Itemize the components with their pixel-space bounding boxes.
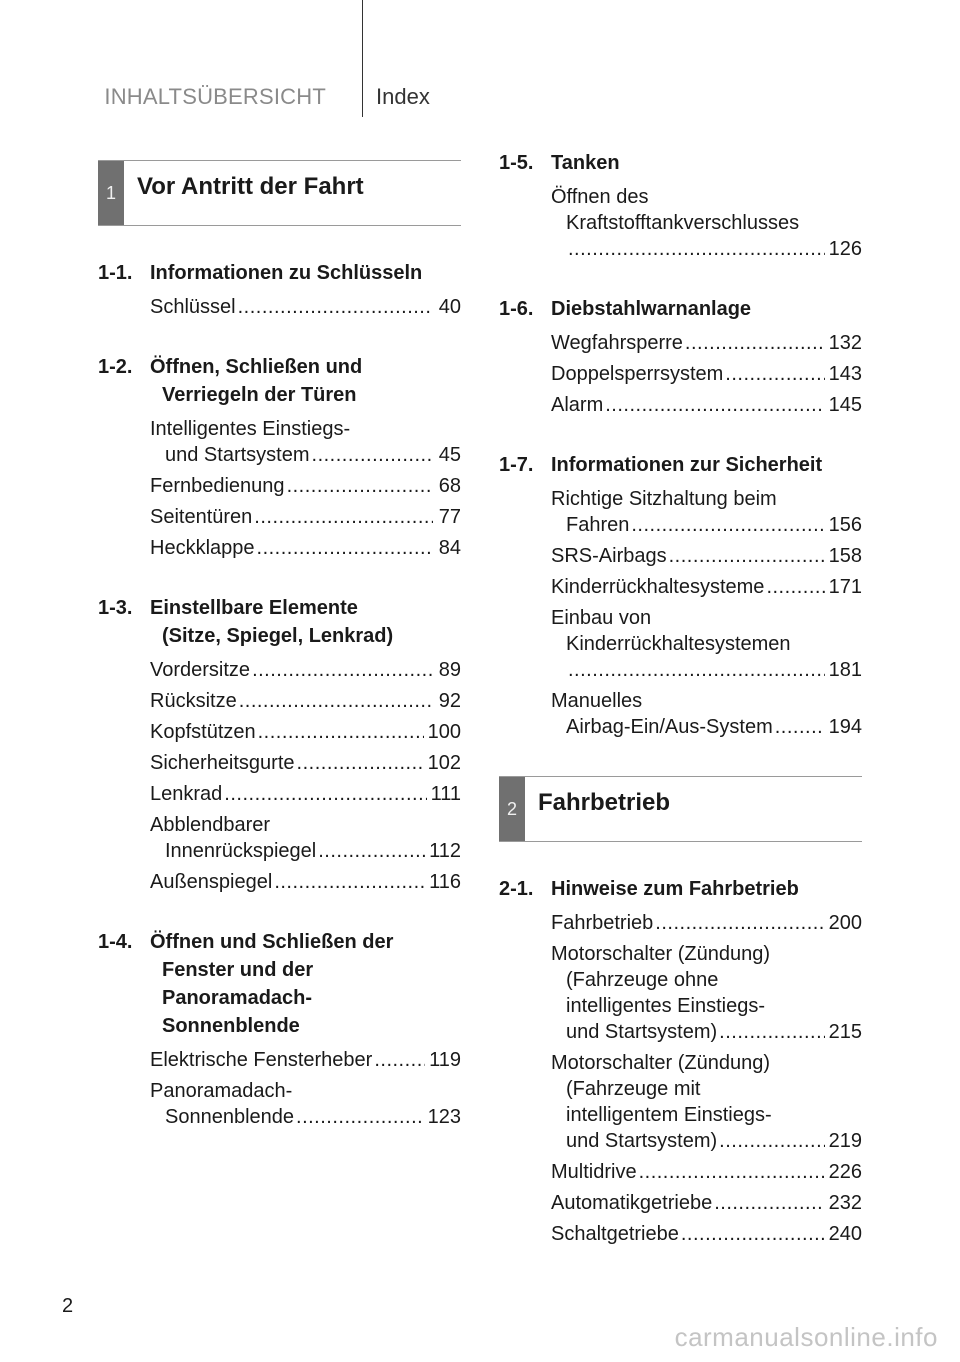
entry-text: intelligentes Einstiegs- (566, 995, 765, 1017)
section-title: Diebstahlwarnanlage (551, 298, 752, 320)
entry-page: 112 (429, 840, 461, 862)
toc-left-column (98, 160, 461, 1135)
section-title: Hinweise zum Fahrbetrieb (551, 878, 799, 900)
entry-text: Vordersitze (150, 659, 251, 681)
entry-page: 171 (828, 576, 862, 598)
section-title: (Sitze, Spiegel, Lenkrad) (162, 625, 394, 647)
entry-page: 194 (828, 716, 862, 738)
section-title: Informationen zur Sicherheit (551, 454, 823, 476)
chapter-2-heading (499, 776, 862, 842)
entry-text: Fahrbetrieb (551, 912, 654, 934)
chapter-number-tab: 1 (98, 161, 124, 225)
chapter-title: Vor Antritt der Fahrt (137, 173, 364, 200)
toc-entry[interactable] (551, 1159, 862, 1185)
entry-page: 89 (438, 659, 461, 681)
entry-text: Airbag-Ein/Aus-System (566, 716, 773, 738)
toc-entry[interactable] (551, 1050, 862, 1154)
toc-entry[interactable] (551, 605, 862, 683)
entry-page: 77 (438, 506, 461, 528)
toc-entry[interactable] (150, 781, 461, 807)
section-number: 1-6. (499, 298, 534, 320)
entry-text: Seitentüren (150, 506, 253, 528)
section-number: 1-3. (98, 597, 133, 619)
toc-right-column (499, 150, 862, 1252)
section-1-1 (98, 260, 461, 320)
section-title: Öffnen, Schließen und (150, 356, 363, 378)
entry-page: 102 (427, 752, 461, 774)
toc-entry[interactable] (150, 719, 461, 745)
section-1-2 (98, 354, 461, 561)
entry-text: Motorschalter (Zündung) (551, 1052, 770, 1074)
entry-page: 215 (828, 1021, 862, 1043)
entry-page: 219 (828, 1130, 862, 1152)
section-1-3 (98, 595, 461, 895)
entry-text: Fernbedienung (150, 475, 285, 497)
entry-text: Alarm (551, 394, 604, 416)
section-number: 1-2. (98, 356, 133, 378)
toc-entry[interactable] (150, 416, 461, 468)
entry-text: (Fahrzeuge ohne (566, 969, 719, 991)
entry-page: 92 (438, 690, 461, 712)
entry-page: 181 (828, 659, 862, 681)
entry-text: Sonnenblende (165, 1106, 295, 1128)
entry-text: Abblendbarer (150, 814, 271, 836)
entry-text: Öffnen des (551, 186, 649, 208)
entry-text: Innenrückspiegel (165, 840, 317, 862)
entry-text: Multidrive (551, 1161, 637, 1183)
entry-text: und Startsystem (165, 444, 310, 466)
entry-page: 232 (828, 1192, 862, 1214)
entry-page: 240 (828, 1223, 862, 1245)
section-2-1 (499, 876, 862, 1247)
section-1-6 (499, 296, 862, 418)
section-title: Panoramadach- (162, 987, 313, 1009)
section-1-4 (98, 929, 461, 1130)
toc-entry[interactable] (150, 869, 461, 895)
section-1-5 (499, 150, 862, 262)
entry-text: Kinderrückhaltesystemen (566, 633, 791, 655)
toc-entry[interactable] (150, 1078, 461, 1130)
entry-text: Rücksitze (150, 690, 237, 712)
entry-text: Doppelsperrsystem (551, 363, 724, 385)
toc-entry[interactable] (551, 486, 862, 538)
toc-header-link[interactable]: INHALTSÜBERSICHT (104, 84, 326, 109)
section-number: 1-7. (499, 454, 534, 476)
entry-text: Einbau von (551, 607, 652, 629)
entry-page: 158 (828, 545, 862, 567)
toc-entry[interactable] (551, 330, 862, 356)
section-title: Verriegeln der Türen (162, 384, 357, 406)
section-number: 2-1. (499, 878, 534, 900)
entry-text: und Startsystem) (566, 1021, 718, 1043)
entry-page: 132 (828, 332, 862, 354)
toc-entry[interactable] (150, 535, 461, 561)
entry-text: (Fahrzeuge mit (566, 1078, 701, 1100)
entry-page: 123 (427, 1106, 461, 1128)
toc-entry[interactable] (551, 688, 862, 740)
entry-text: Sicherheitsgurte (150, 752, 295, 774)
section-title: Einstellbare Elemente (150, 597, 358, 619)
toc-entry[interactable] (150, 688, 461, 714)
toc-entry[interactable] (551, 184, 862, 262)
entry-page: 84 (438, 537, 461, 559)
entry-text: Kinderrückhaltesysteme (551, 576, 765, 598)
section-number: 1-4. (98, 931, 133, 953)
entry-text: Kopfstützen (150, 721, 256, 743)
toc-entry[interactable] (150, 504, 461, 530)
page-number: 2 (62, 1295, 74, 1317)
entry-page: 126 (828, 238, 862, 260)
entry-page: 226 (828, 1161, 862, 1183)
section-title: Sonnenblende (162, 1015, 300, 1037)
entry-text: Motorschalter (Zündung) (551, 943, 770, 965)
toc-entry[interactable] (150, 294, 461, 320)
section-title: Informationen zu Schlüsseln (150, 262, 423, 284)
entry-text: Lenkrad (150, 783, 223, 805)
section-title: Tanken (551, 152, 620, 174)
toc-entry[interactable] (150, 812, 461, 864)
chapter-title: Fahrbetrieb (538, 789, 671, 816)
entry-page: 68 (438, 475, 461, 497)
toc-entry[interactable] (551, 1190, 862, 1216)
entry-text: Außenspiegel (150, 871, 273, 893)
toc-entry[interactable] (551, 543, 862, 569)
entry-text: Wegfahrsperre (551, 332, 683, 354)
entry-text: Heckklappe (150, 537, 255, 559)
entry-text: Schlüssel (150, 296, 236, 318)
entry-text: Manuelles (551, 690, 643, 712)
entry-text: Automatikgetriebe (551, 1192, 713, 1214)
entry-page: 119 (429, 1049, 461, 1071)
toc-entry[interactable] (150, 750, 461, 776)
toc-entry[interactable] (551, 941, 862, 1045)
entry-page: 100 (427, 721, 461, 743)
toc-entry[interactable] (551, 574, 862, 600)
toc-entry[interactable] (150, 657, 461, 683)
entry-page: 200 (828, 912, 862, 934)
entry-page: 45 (438, 444, 461, 466)
entry-page: 116 (429, 871, 461, 893)
section-1-7 (499, 452, 862, 740)
chapter-number-tab: 2 (499, 777, 525, 841)
section-title: Öffnen und Schließen der (150, 931, 394, 953)
entry-text: Schaltgetriebe (551, 1223, 679, 1245)
entry-text: Kraftstofftankverschlusses (566, 212, 800, 234)
section-title: Fenster und der (162, 959, 314, 981)
entry-page: 111 (430, 783, 461, 805)
index-header-link[interactable]: Index (376, 84, 430, 109)
toc-entry[interactable] (150, 1047, 461, 1073)
toc-entry[interactable] (551, 361, 862, 387)
entry-page: 156 (828, 514, 862, 536)
toc-entry[interactable] (551, 392, 862, 418)
entry-text: Panoramadach- (150, 1080, 293, 1102)
entry-text: intelligentem Einstiegs- (566, 1104, 772, 1126)
entry-text: Intelligentes Einstiegs- (150, 418, 351, 440)
chapter-1-heading (98, 160, 461, 226)
header-divider (362, 0, 363, 117)
entry-text: Fahren (566, 514, 630, 536)
entry-text: Elektrische Fensterheber (150, 1049, 373, 1071)
watermark: carmanualsonline.info (674, 1322, 938, 1352)
section-number: 1-1. (98, 262, 133, 284)
entry-page: 145 (828, 394, 862, 416)
entry-page: 143 (828, 363, 862, 385)
entry-page: 40 (438, 296, 461, 318)
toc-entry[interactable] (150, 473, 461, 499)
toc-entry[interactable] (551, 1221, 862, 1247)
entry-text: SRS-Airbags (551, 545, 667, 567)
section-number: 1-5. (499, 152, 534, 174)
entry-text: und Startsystem) (566, 1130, 718, 1152)
entry-text: Richtige Sitzhaltung beim (551, 488, 777, 510)
toc-entry[interactable] (551, 910, 862, 936)
